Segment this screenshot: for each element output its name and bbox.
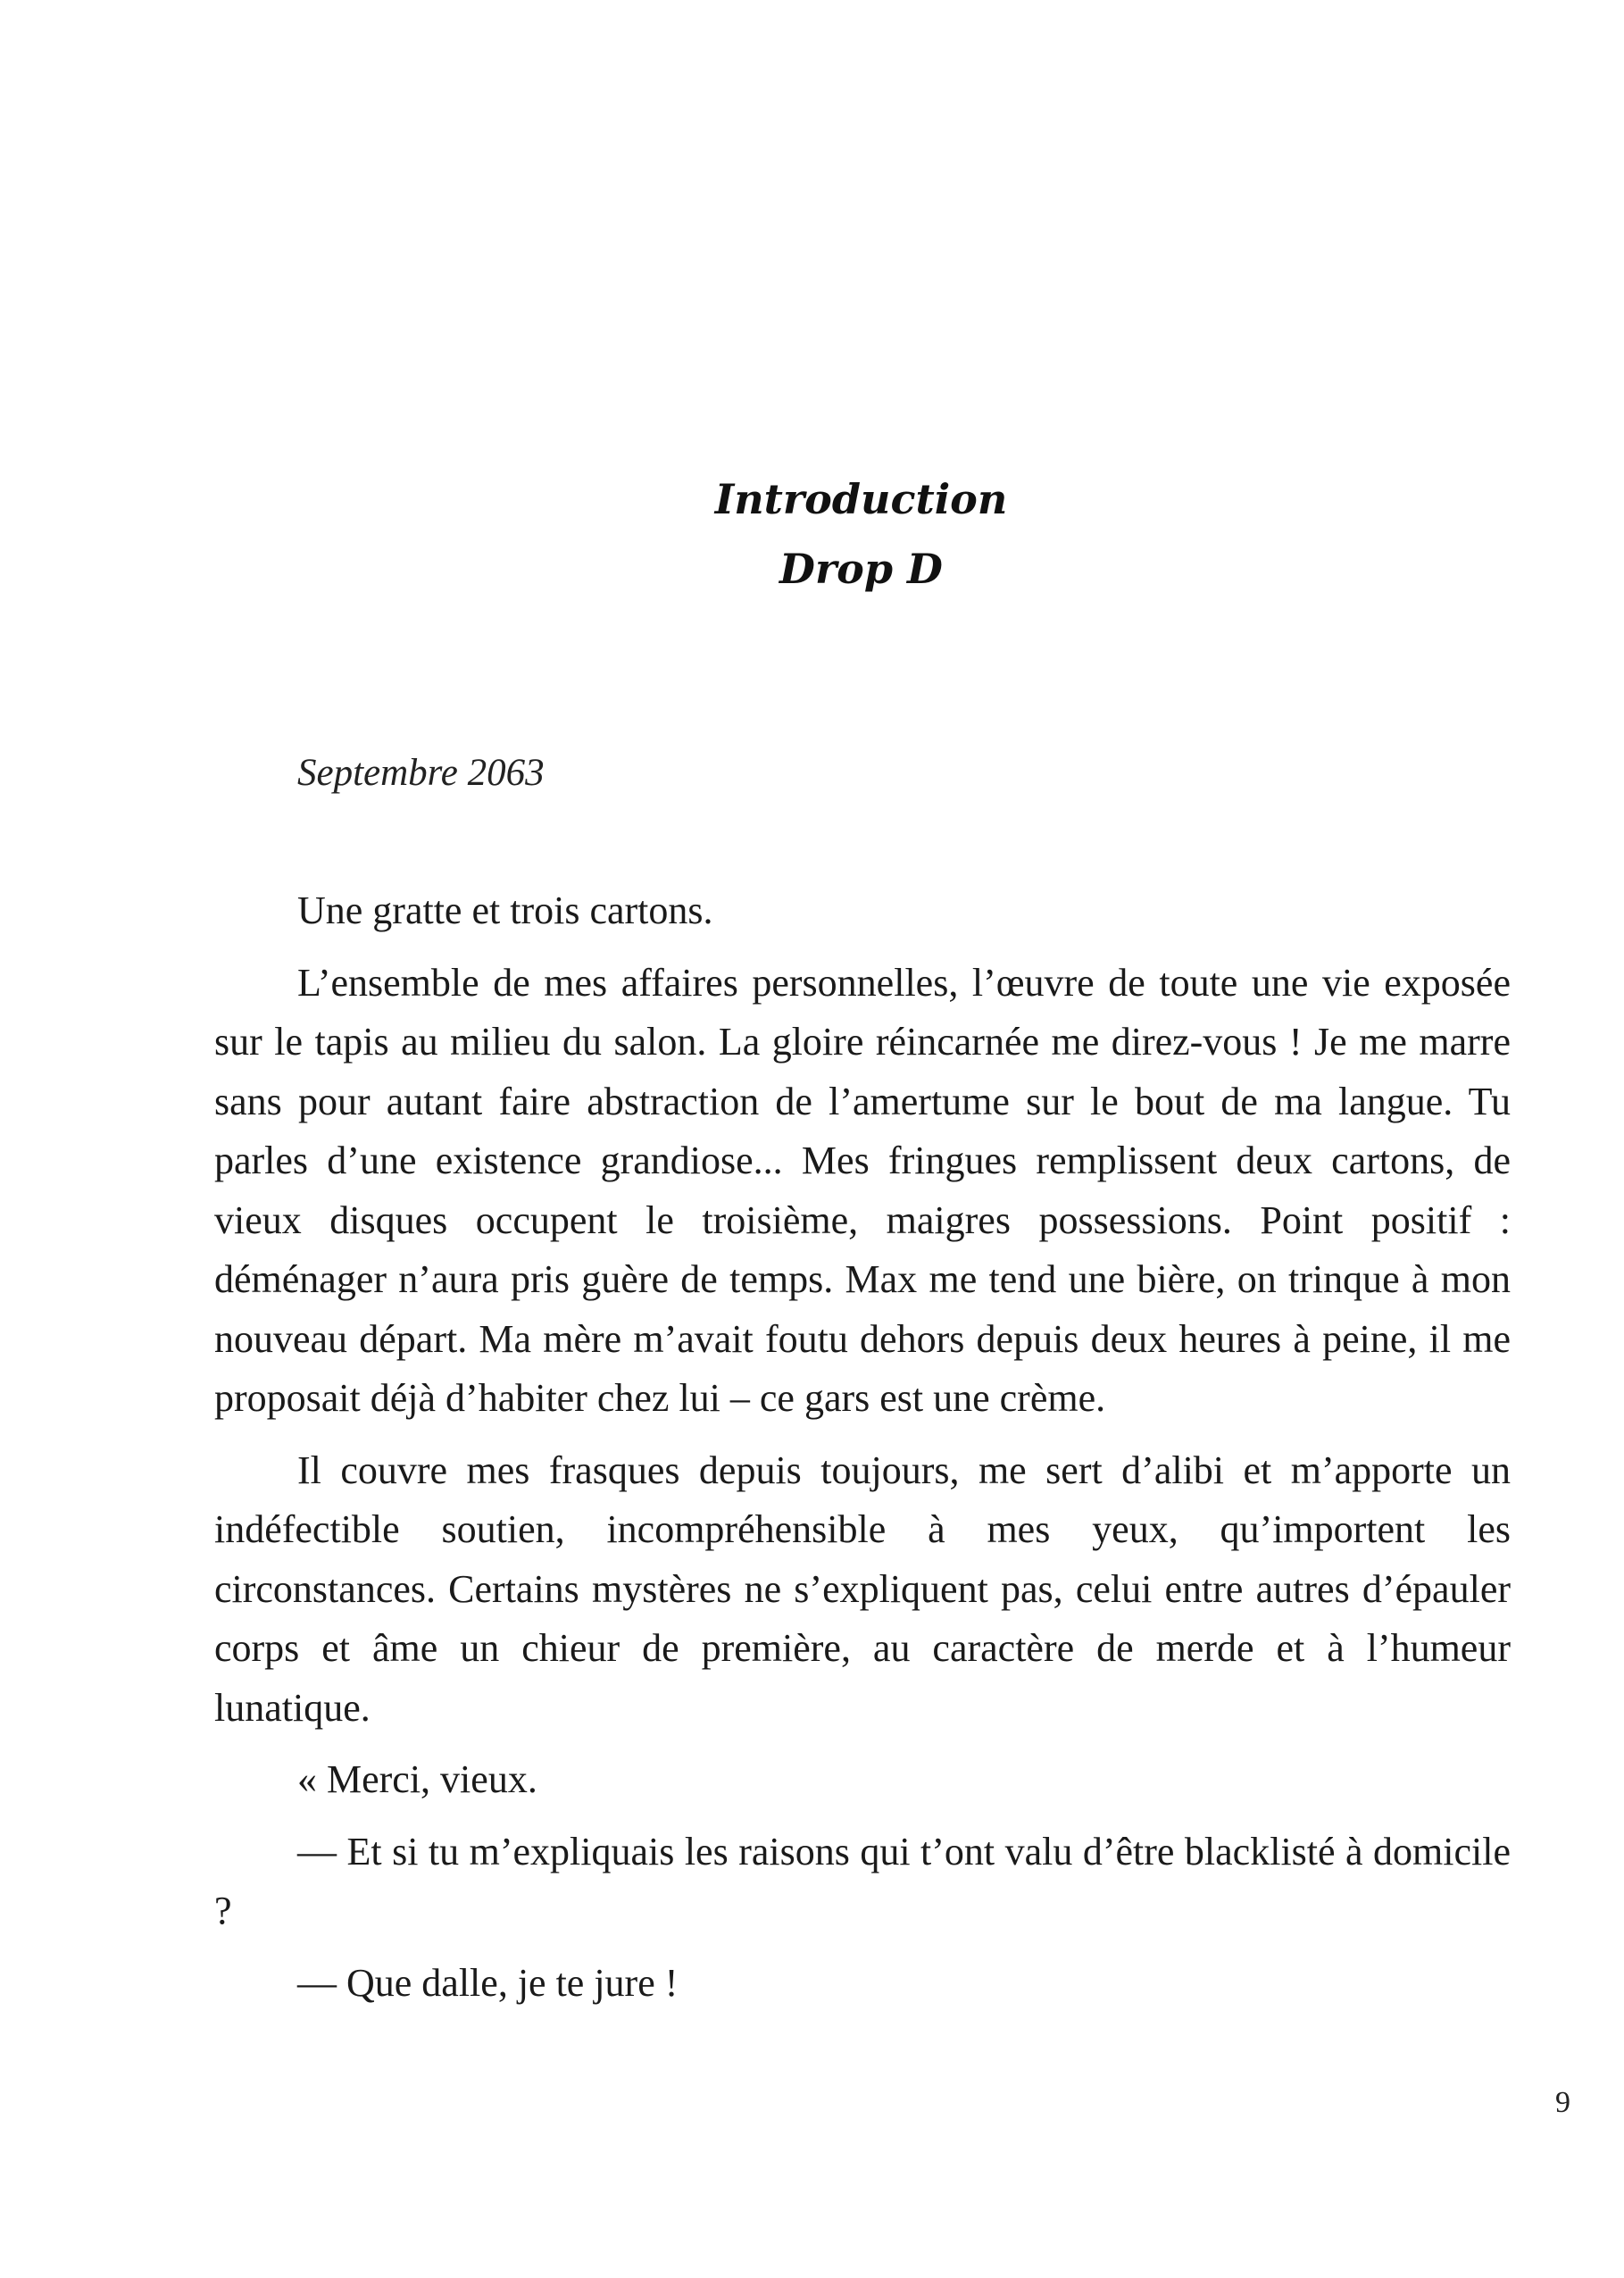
paragraph-1: Une gratte et trois cartons. bbox=[297, 889, 713, 932]
paragraph-6: — Que dalle, je te jure ! bbox=[297, 1960, 679, 2005]
paragraph-5: — Et si tu m’expliquais les raisons qui t’ont valu d’être blacklisté à domicile ? bbox=[214, 1829, 1511, 1932]
date-line: Septembre 2063 bbox=[297, 752, 545, 794]
chapter-title: Introduction bbox=[714, 475, 1008, 523]
body-text bbox=[214, 881, 1511, 2025]
chapter-heading bbox=[0, 464, 1624, 604]
paragraph-2: L’ensemble de mes affaires personnelles, l’œuvre de toute une vie exposée sur le tapis au milieu du salon. La gloire réincarnée me direz-vous ! Je me marre sans pour autant faire abstraction de l’amertume sur le bout de ma langue. Tu parles d’une existence grandiose... Mes fringues remplissent deux cartons, de vieux disques occupent le troisième, maigres possessions. Point positif : déménager n’aura pris guère de temps. Max me tend une bière, on trinque à mon nouveau départ. Ma mère m’avait foutu dehors depuis deux heures à peine, il me proposait déjà d’habiter chez lui – ce gars est une crème. bbox=[214, 960, 1511, 1420]
paragraph-3: Il couvre mes frasques depuis toujours, me sert d’alibi et m’apporte un indéfectible soutien, incompréhensible à mes yeux, qu’importent les circonstances. Certains mystères ne s’expliquent pas, celui entre autres d’épauler corps et âme un chieur de première, au caractère de merde et à l’humeur lunatique. bbox=[214, 1448, 1511, 1730]
chapter-subtitle: Drop D bbox=[779, 545, 943, 593]
paragraph-4: « Merci, vieux. bbox=[297, 1757, 537, 1801]
page-number: 9 bbox=[1555, 2086, 1570, 2119]
